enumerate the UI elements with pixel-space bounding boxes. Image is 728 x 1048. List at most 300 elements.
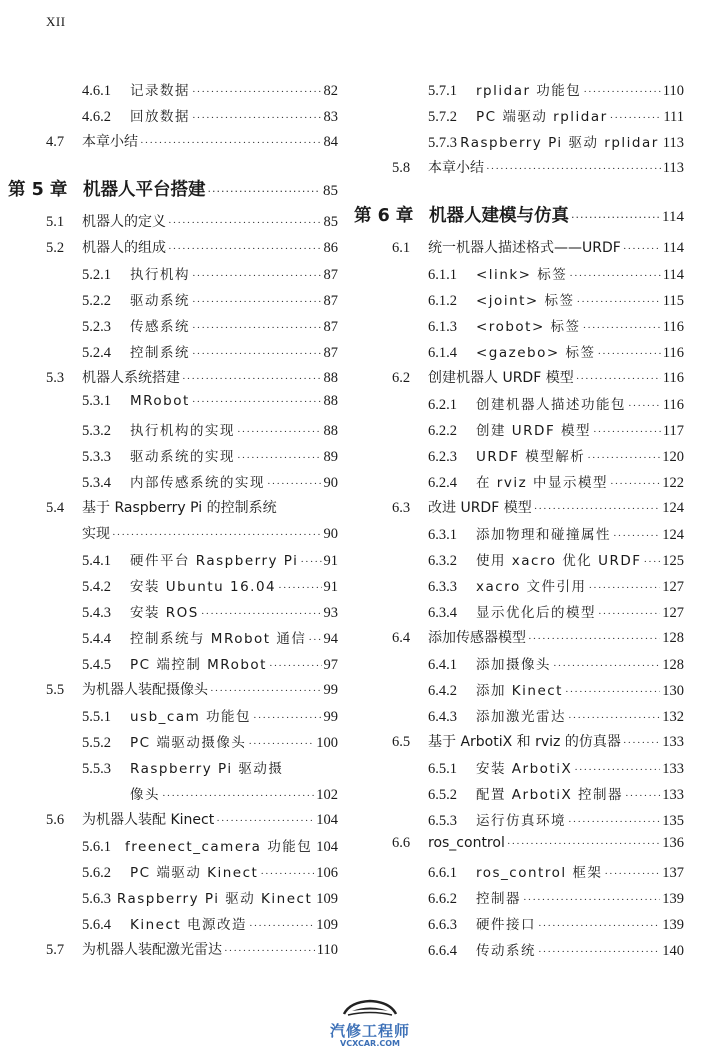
- toc-title: Kinect 电源改造: [130, 917, 247, 933]
- toc-number: 5.6.2: [82, 865, 111, 881]
- dot-leader: [201, 608, 322, 620]
- toc-entry: [428, 549, 684, 571]
- toc-page-number: 128: [662, 657, 684, 673]
- car-icon: [340, 998, 400, 1018]
- toc-entry: [392, 157, 684, 179]
- toc-number: 5.6.4: [82, 917, 111, 933]
- toc-title: 在 rviz 中显示模型: [476, 475, 608, 491]
- toc-number: 5.2: [46, 240, 65, 256]
- toc-title: 实现: [82, 526, 110, 542]
- toc-title: URDF 模型解析: [476, 449, 586, 465]
- toc-page-number: 86: [323, 240, 338, 256]
- toc-title: 机器人的组成: [82, 240, 166, 256]
- dot-leader: [565, 686, 660, 698]
- toc-title: 传动系统: [476, 943, 536, 959]
- toc-number: 6.3.3: [428, 579, 457, 595]
- dot-leader: [589, 582, 661, 594]
- toc-entry: [82, 471, 338, 493]
- toc-title: PC 端驱动 rplidar: [476, 109, 608, 125]
- toc-number: 4.7: [46, 134, 65, 150]
- dot-leader: [628, 400, 661, 412]
- toc-number: 5.5.2: [82, 735, 111, 751]
- dot-leader: [192, 396, 322, 408]
- toc-page-number: 85: [323, 183, 338, 199]
- toc-page-number: 88: [323, 393, 338, 409]
- dot-leader: [224, 945, 315, 957]
- toc-number: 5.6: [46, 812, 65, 828]
- dot-leader: [248, 738, 314, 750]
- toc-title: 配置 ArbotiX 控制器: [476, 787, 623, 803]
- dot-leader: [538, 920, 660, 932]
- toc-page-number: 97: [323, 657, 338, 673]
- toc-title: 机器人的定义: [82, 214, 166, 230]
- dot-leader: [644, 556, 661, 568]
- toc-page-number: 125: [662, 553, 684, 569]
- toc-number: 6.1.3: [428, 319, 457, 335]
- toc-page-number: 84: [323, 134, 338, 150]
- toc-page-number: 124: [662, 527, 684, 543]
- toc-number: 6.5.3: [428, 813, 457, 829]
- toc-number: 6.4.1: [428, 657, 457, 673]
- toc-title: 添加摄像头: [476, 657, 551, 673]
- toc-entry: [46, 497, 338, 519]
- toc-entry: [428, 263, 684, 285]
- dot-leader: [507, 838, 660, 850]
- dot-leader: [260, 868, 314, 880]
- toc-page-number: 116: [662, 345, 684, 361]
- toc-page-number: 115: [662, 293, 684, 309]
- toc-page-number: 88: [323, 370, 338, 386]
- toc-number: 6.5.1: [428, 761, 457, 777]
- toc-number: 5.2.4: [82, 345, 111, 361]
- toc-number: 5.8: [392, 160, 411, 176]
- toc-entry: [428, 419, 684, 441]
- dot-leader: [598, 608, 660, 620]
- toc-page-number: 111: [663, 109, 684, 125]
- toc-title: <joint> 标签: [476, 293, 575, 309]
- toc-entry: [82, 653, 338, 675]
- toc-title: 安装 ROS: [130, 605, 199, 621]
- dot-leader: [300, 556, 321, 568]
- toc-title: 创建机器人描述功能包: [476, 397, 626, 413]
- toc-number: 6.1.2: [428, 293, 457, 309]
- toc-number: 5.3: [46, 370, 65, 386]
- toc-entry: [82, 757, 338, 779]
- toc-entry: [82, 263, 338, 285]
- toc-number: 5.5.3: [82, 761, 111, 777]
- toc-title: usb_cam 功能包: [130, 709, 252, 725]
- dot-leader: [278, 582, 321, 594]
- toc-title: 机器人建模与仿真: [429, 206, 569, 226]
- toc-title: 添加物理和碰撞属性: [476, 527, 611, 543]
- dot-leader: [534, 503, 661, 515]
- toc-page-number: 113: [662, 135, 684, 151]
- toc-number: 6.2.2: [428, 423, 457, 439]
- dot-leader: [593, 426, 661, 438]
- toc-page-number: 109: [316, 917, 338, 933]
- toc-title: rplidar 功能包: [476, 83, 582, 99]
- dot-leader: [568, 712, 660, 724]
- toc-page-number: 128: [662, 630, 684, 646]
- toc-number: 5.2.2: [82, 293, 111, 309]
- toc-page-number: 120: [662, 449, 684, 465]
- toc-title: 本章小结: [428, 160, 484, 176]
- toc-number: 4.6.1: [82, 83, 111, 99]
- dot-leader: [574, 764, 660, 776]
- toc-title: 驱动系统的实现: [130, 449, 235, 465]
- toc-page-number: 140: [662, 943, 684, 959]
- toc-entry: [428, 809, 684, 831]
- dot-leader: [168, 243, 322, 255]
- toc-entry: [428, 653, 684, 675]
- dot-leader: [192, 86, 322, 98]
- watermark: [322, 998, 418, 1048]
- toc-page-number: 114: [662, 209, 684, 225]
- toc-title: 执行机构的实现: [130, 423, 235, 439]
- toc-number: 6.1.1: [428, 267, 457, 283]
- toc-title: 创建机器人 URDF 模型: [428, 370, 574, 386]
- toc-title: 为机器人装配激光雷达: [82, 942, 222, 958]
- toc-entry: [428, 887, 684, 909]
- toc-number: 5.7.1: [428, 83, 457, 99]
- toc-number: 5.5: [46, 682, 65, 698]
- dot-leader: [569, 270, 660, 282]
- toc-number: 6.3.2: [428, 553, 457, 569]
- toc-page-number: 136: [662, 835, 684, 851]
- toc-page-number: 139: [662, 917, 684, 933]
- toc-page-number: 110: [662, 83, 684, 99]
- toc-number: 6.4: [392, 630, 411, 646]
- toc-entry: [82, 861, 338, 883]
- dot-leader: [112, 529, 322, 541]
- toc-number: 6.6.3: [428, 917, 457, 933]
- dot-leader: [253, 712, 321, 724]
- toc-page-number: 127: [662, 605, 684, 621]
- toc-page-number: 104: [316, 839, 338, 855]
- dot-leader: [168, 217, 322, 229]
- toc-page-number: 114: [662, 267, 684, 283]
- toc-title: 安装 ArbotiX: [476, 761, 573, 777]
- toc-entry: [428, 471, 684, 493]
- toc-entry: [82, 705, 338, 727]
- toc-title: 传感系统: [130, 319, 190, 335]
- toc-number: 5.3.3: [82, 449, 111, 465]
- dot-leader: [623, 243, 661, 255]
- dot-leader: [162, 790, 314, 802]
- toc-page-number: 110: [316, 942, 338, 958]
- toc-entry: [428, 523, 684, 545]
- toc-title: <robot> 标签: [476, 319, 581, 335]
- toc-entry: [428, 705, 684, 727]
- toc-entry: [392, 497, 684, 519]
- dot-leader: [576, 373, 661, 385]
- dot-leader: [237, 452, 322, 464]
- toc-page-number: 90: [323, 526, 338, 542]
- dot-leader: [597, 348, 660, 360]
- toc-entry: [82, 289, 338, 311]
- toc-title: 统一机器人描述格式——URDF: [428, 240, 621, 256]
- toc-page-number: 87: [323, 267, 338, 283]
- toc-title: freenect_camera 功能包: [125, 839, 313, 855]
- toc-entry: [82, 627, 338, 649]
- toc-number: 5.5.1: [82, 709, 111, 725]
- dot-leader: [610, 112, 662, 124]
- toc-number: 5.3.4: [82, 475, 111, 491]
- toc-entry: [392, 731, 684, 753]
- toc-number: 6.5: [392, 734, 411, 750]
- toc-number: 6.2.1: [428, 397, 457, 413]
- dot-leader: [571, 211, 660, 224]
- toc-page-number: 104: [316, 812, 338, 828]
- toc-page-number: 135: [662, 813, 684, 829]
- dot-leader: [568, 816, 660, 828]
- toc-number: 6.6.2: [428, 891, 457, 907]
- dot-leader: [192, 270, 322, 282]
- toc-title: 驱动系统: [130, 293, 190, 309]
- toc-entry: [428, 79, 684, 101]
- dot-leader: [192, 348, 322, 360]
- dot-leader: [583, 322, 661, 334]
- toc-page-number: 122: [662, 475, 684, 491]
- toc-page-number: 90: [323, 475, 338, 491]
- toc-title: Raspberry Pi 驱动 rplidar: [460, 135, 659, 151]
- toc-entry: [428, 289, 684, 311]
- toc-entry: [428, 445, 684, 467]
- toc-title: ros_control: [428, 835, 505, 851]
- dot-leader: [528, 633, 660, 645]
- toc-number: 5.4.1: [82, 553, 111, 569]
- toc-title: 基于 ArbotiX 和 rviz 的仿真器: [428, 734, 621, 750]
- toc-number: 5.7: [46, 942, 65, 958]
- toc-entry: [82, 601, 338, 623]
- toc-number: 6.2: [392, 370, 411, 386]
- toc-entry: [428, 679, 684, 701]
- toc-number: 6.3: [392, 500, 411, 516]
- toc-entry: [82, 731, 338, 753]
- toc-number: 5.2.1: [82, 267, 111, 283]
- toc-page-number: 132: [662, 709, 684, 725]
- toc-title: ros_control 框架: [476, 865, 603, 881]
- toc-title: Raspberry Pi 驱动 Kinect: [116, 891, 313, 907]
- toc-number: 6.4.3: [428, 709, 457, 725]
- toc-number: 第 5 章: [8, 180, 68, 200]
- toc-entry: [428, 341, 684, 363]
- toc-page-number: 93: [323, 605, 338, 621]
- toc-page-number: 116: [662, 370, 684, 386]
- toc-entry: [46, 237, 338, 259]
- dot-leader: [538, 946, 660, 958]
- toc-title: 添加 Kinect: [476, 683, 563, 699]
- toc-page-number: 91: [323, 553, 338, 569]
- toc-number: 5.4.3: [82, 605, 111, 621]
- dot-leader: [486, 163, 661, 175]
- toc-title: 执行机构: [130, 267, 190, 283]
- toc-title: 使用 xacro 优化 URDF: [476, 553, 642, 569]
- toc-number: 6.6.4: [428, 943, 457, 959]
- watermark-url: VCXCAR.COM: [340, 1039, 400, 1048]
- toc-number: 6.3.4: [428, 605, 457, 621]
- toc-number: 6.6: [392, 835, 411, 851]
- toc-page-number: 130: [662, 683, 684, 699]
- toc-title: 显示优化后的模型: [476, 605, 596, 621]
- toc-entry: [428, 757, 684, 779]
- toc-entry: [82, 445, 338, 467]
- toc-page-number: 109: [316, 891, 338, 907]
- dot-leader: [237, 426, 322, 438]
- toc-entry: [392, 627, 684, 649]
- toc-number: 5.7.2: [428, 109, 457, 125]
- toc-entry: [82, 393, 338, 415]
- toc-entry: [82, 549, 338, 571]
- toc-number: 6.1: [392, 240, 411, 256]
- toc-page-number: 116: [662, 319, 684, 335]
- toc-number: 5.4.4: [82, 631, 111, 647]
- toc-title: 基于 Raspberry Pi 的控制系统: [82, 500, 277, 516]
- dot-leader: [192, 322, 322, 334]
- toc-title: <link> 标签: [476, 267, 568, 283]
- toc-title: 添加激光雷达: [476, 709, 566, 725]
- toc-title: 添加传感器模型: [428, 630, 526, 646]
- toc-number: 5.3.1: [82, 393, 111, 409]
- toc-title: 运行仿真环境: [476, 813, 566, 829]
- toc-page-number: 106: [316, 865, 338, 881]
- dot-leader: [587, 452, 660, 464]
- dot-leader: [267, 478, 322, 490]
- toc-page-number: 133: [662, 787, 684, 803]
- dot-leader: [269, 660, 322, 672]
- dot-leader: [577, 296, 661, 308]
- toc-entry: [428, 783, 684, 805]
- dot-leader: [610, 478, 660, 490]
- toc-page-number: 102: [316, 787, 338, 803]
- toc-number: 6.2.3: [428, 449, 457, 465]
- toc-entry: [82, 79, 338, 101]
- toc-title: 创建 URDF 模型: [476, 423, 592, 439]
- toc-page-number: 114: [662, 240, 684, 256]
- toc-entry: [46, 367, 338, 389]
- dot-leader: [583, 86, 660, 98]
- toc-number: 6.6.1: [428, 865, 457, 881]
- toc-entry: [46, 211, 338, 233]
- toc-number: 6.4.2: [428, 683, 457, 699]
- toc-title: 机器人平台搭建: [83, 180, 206, 200]
- toc-title: 记录数据: [130, 83, 190, 99]
- toc-entry: [428, 861, 684, 883]
- toc-title: 控制系统: [130, 345, 190, 361]
- toc-title: 控制器: [476, 891, 521, 907]
- toc-entry: [82, 913, 338, 935]
- toc-number: 5.3.2: [82, 423, 111, 439]
- toc-entry: [82, 575, 338, 597]
- toc-number: 5.6.3: [82, 891, 111, 907]
- toc-entry: [82, 105, 338, 127]
- dot-leader: [208, 185, 322, 198]
- toc-number: 5.1: [46, 214, 65, 230]
- toc-title: 控制系统与 MRobot 通信: [130, 631, 307, 647]
- toc-entry: [82, 341, 338, 363]
- toc-title: 内部传感系统的实现: [130, 475, 265, 491]
- toc-entry: [8, 176, 338, 198]
- toc-title: <gazebo> 标签: [476, 345, 596, 361]
- toc-entry: [428, 575, 684, 597]
- dot-leader: [216, 815, 314, 827]
- toc-entry: [428, 105, 684, 127]
- toc-entry: [46, 131, 338, 153]
- toc-number: 6.3.1: [428, 527, 457, 543]
- toc-entry: [392, 835, 684, 857]
- toc-page-number: 139: [662, 891, 684, 907]
- dot-leader: [613, 530, 660, 542]
- toc-title: PC 端控制 MRobot: [130, 657, 267, 673]
- dot-leader: [553, 660, 660, 672]
- toc-entry: [392, 367, 684, 389]
- toc-entry: [354, 202, 684, 224]
- toc-title: 硬件平台 Raspberry Pi: [130, 553, 299, 569]
- toc-page-number: 83: [323, 109, 338, 125]
- toc-title: PC 端驱动 Kinect: [130, 865, 259, 881]
- toc-entry: [428, 393, 684, 415]
- dot-leader: [192, 296, 322, 308]
- toc-page-number: 89: [323, 449, 338, 465]
- toc-number: 4.6.2: [82, 109, 111, 125]
- toc-page-number: 87: [323, 345, 338, 361]
- toc-number: 5.2.3: [82, 319, 111, 335]
- toc-entry: [82, 835, 338, 857]
- dot-leader: [523, 894, 660, 906]
- toc-page-number: 137: [662, 865, 684, 881]
- toc-page-number: 133: [662, 761, 684, 777]
- page-number: XII: [46, 14, 66, 29]
- toc-page-number: 127: [662, 579, 684, 595]
- toc-page-number: 85: [323, 214, 338, 230]
- toc-title: 为机器人装配 Kinect: [82, 812, 215, 828]
- toc-entry: [82, 887, 338, 909]
- dot-leader: [623, 737, 660, 749]
- toc-page-number: 133: [662, 734, 684, 750]
- toc-entry: [46, 523, 338, 545]
- toc-page-number: 116: [662, 397, 684, 413]
- toc-page-number: 88: [323, 423, 338, 439]
- toc-entry: [46, 939, 338, 961]
- toc-title: 安装 Ubuntu 16.04: [130, 579, 277, 595]
- toc-title: xacro 文件引用: [476, 579, 587, 595]
- toc-number: 5.7.3: [428, 135, 457, 151]
- toc-page-number: 87: [323, 319, 338, 335]
- toc-title: 本章小结: [82, 134, 138, 150]
- dot-leader: [625, 790, 660, 802]
- toc-page-number: 113: [662, 160, 684, 176]
- dot-leader: [192, 112, 322, 124]
- toc-entry: [428, 939, 684, 961]
- toc-page-number: 87: [323, 293, 338, 309]
- toc-entry: [46, 809, 338, 831]
- toc-title: Raspberry Pi 驱动摄: [130, 761, 284, 777]
- toc-page-number: 117: [662, 423, 684, 439]
- toc-entry: [392, 237, 684, 259]
- toc-number: 5.4.5: [82, 657, 111, 673]
- toc-title: PC 端驱动摄像头: [130, 735, 247, 751]
- toc-page-number: 82: [323, 83, 338, 99]
- toc-entry: [428, 315, 684, 337]
- toc-number: 5.4: [46, 500, 65, 516]
- toc-entry: [428, 131, 684, 153]
- toc-page-number: 100: [316, 735, 338, 751]
- toc-page-number: 99: [323, 709, 338, 725]
- toc-entry: [428, 913, 684, 935]
- toc-title: 回放数据: [130, 109, 190, 125]
- toc-number: 6.5.2: [428, 787, 457, 803]
- toc-number: 第 6 章: [354, 206, 414, 226]
